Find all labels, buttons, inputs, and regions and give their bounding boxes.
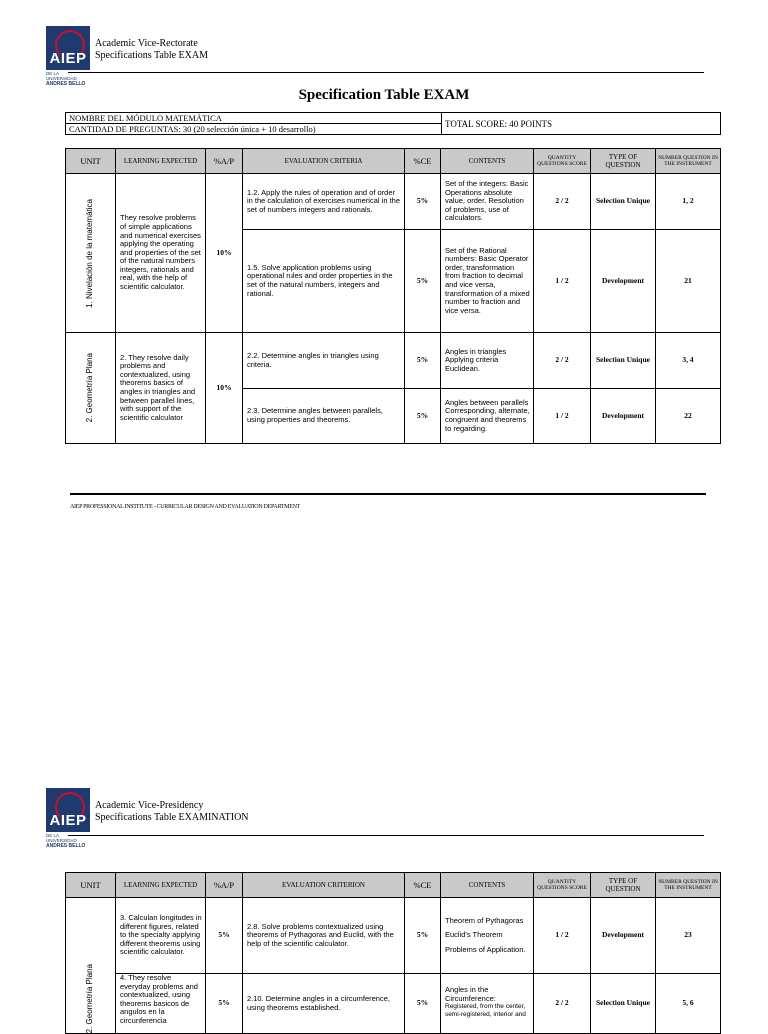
aiep-logo bbox=[46, 26, 90, 87]
criteria-cell: 2.8. Solve problems contextualized using theorems of Pythagoras and Euclid, with the help of the scientific calculator. bbox=[243, 898, 405, 974]
pct-ap-cell: 10% bbox=[206, 174, 243, 333]
module-info-table bbox=[65, 112, 721, 135]
learning-cell: 2. They resolve daily problems and contextualized, using theorems basics of angles in triangles and between parallel lines, with support of the scientific calculator bbox=[116, 333, 206, 444]
unit-cell bbox=[66, 333, 116, 444]
header-number: NUMBER QUESTION IN THE INSTRUMENT bbox=[656, 149, 721, 174]
logo-sub1: DE LA UNIVERSIDAD bbox=[46, 833, 77, 843]
pct-ce-cell: 5% bbox=[405, 974, 441, 1034]
pct-ce-cell: 5% bbox=[405, 389, 441, 444]
logo-wordmark: AIEP bbox=[49, 50, 87, 67]
page2-header-text bbox=[95, 800, 249, 824]
contents-text: Set of the integers: Basic Operations absolute value, order. Resolution of problems, use of calculators. bbox=[445, 179, 529, 223]
qty-cell: 1 / 2 bbox=[534, 230, 591, 333]
table-row bbox=[66, 333, 721, 389]
page1-header-text bbox=[95, 38, 208, 62]
contents-text: Angles in the Circumference: bbox=[445, 985, 496, 1003]
header-learning: LEARNING EXPECTED bbox=[116, 149, 206, 174]
header-unit: UNIT bbox=[66, 873, 116, 898]
criteria-cell: 1.2. Apply the rules of operation and of order in the calculation of exercises numerical in the set of numbers integers and rationals. bbox=[243, 174, 405, 230]
page1-title: Specification Table EXAM bbox=[298, 87, 470, 103]
learning-cell: 3. Calculan longitudes in different figures, related to the specialty applying different theorems using scientific calculator. bbox=[116, 898, 206, 974]
unit-cell bbox=[66, 898, 116, 1034]
unit-name: 2. Geometría Plana bbox=[85, 353, 95, 423]
contents-text: Theorem of Pythagoras bbox=[445, 915, 524, 925]
contents-cell bbox=[441, 898, 534, 974]
number-cell: 5, 6 bbox=[656, 974, 721, 1034]
criteria-cell: 1.5. Solve application problems using operational rules and order properties in the set of the natural numbers, integers and rational. bbox=[243, 230, 405, 333]
criteria-cell: 2.3. Determine angles between parallels, using properties and theorems. bbox=[243, 389, 405, 444]
page1-footer-rule bbox=[70, 493, 706, 495]
header-contents: CONTENTS bbox=[441, 873, 534, 898]
table-row bbox=[66, 174, 721, 230]
header-learning: LEARNING EXPECTED bbox=[116, 873, 206, 898]
aiep-logo bbox=[46, 788, 90, 849]
page2-header-line2: Specifications Table EXAMINATION bbox=[95, 812, 249, 823]
header-number: NUMBER QUESTION IN THE INSTRUMENT bbox=[656, 873, 721, 898]
contents-text: Angles between parallels Corresponding, alternate, congruent and theorems to regarding. bbox=[445, 397, 530, 433]
type-cell: Development bbox=[591, 230, 656, 333]
number-cell: 22 bbox=[656, 389, 721, 444]
contents-cell bbox=[441, 230, 534, 333]
aiep-logo-mark bbox=[46, 788, 90, 832]
header-criteria: EVALUATION CRITERIA bbox=[243, 149, 405, 174]
page2-header-line1: Academic Vice-Presidency bbox=[95, 800, 204, 811]
qty-cell: 2 / 2 bbox=[534, 174, 591, 230]
contents-text: Set of the Rational numbers: Basic Operator order, transformation from fraction to decimal and vice versa, transformation of a mixed number to fraction and vice versa. bbox=[445, 245, 530, 315]
header-qty: QUANTITY QUESTIONS SCORE bbox=[534, 873, 591, 898]
header-unit: UNIT bbox=[66, 149, 116, 174]
pct-ce-cell: 5% bbox=[405, 230, 441, 333]
header-pct-ce: %CE bbox=[405, 149, 441, 174]
spec-header-row bbox=[66, 873, 721, 898]
spec-table-page1 bbox=[65, 148, 721, 444]
criteria-cell: 2.10. Determine angles in a circumference, using theorems established. bbox=[243, 974, 405, 1034]
pct-ap-cell: 5% bbox=[206, 974, 243, 1034]
spec-header-row bbox=[66, 149, 721, 174]
page1-footer: AIEP PROFESSIONAL INSTITUTE - CURRICULAR DESIGN AND EVALUATION DEPARTMENT bbox=[70, 504, 300, 510]
unit-cell bbox=[66, 174, 116, 333]
total-score: TOTAL SCORE: 40 POINTS bbox=[442, 113, 721, 135]
learning-cell: 4. They resolve everyday problems and contextualized, using theorems basicos de angulos en la circunferencia bbox=[116, 974, 206, 1034]
logo-sub1: DE LA UNIVERSIDAD bbox=[46, 71, 77, 81]
number-cell: 21 bbox=[656, 230, 721, 333]
number-cell: 3, 4 bbox=[656, 333, 721, 389]
pct-ap-cell: 10% bbox=[206, 333, 243, 444]
header-pct-ce: %CE bbox=[405, 873, 441, 898]
table-row bbox=[66, 974, 721, 1034]
type-cell: Selection Unique bbox=[591, 974, 656, 1034]
page1-header-rule bbox=[68, 72, 704, 73]
spec-table-page2 bbox=[65, 872, 721, 1034]
logo-subtitle bbox=[46, 71, 90, 87]
qty-cell: 2 / 2 bbox=[534, 333, 591, 389]
contents-text: Problems of Application. bbox=[445, 944, 526, 954]
table-row bbox=[66, 898, 721, 974]
contents-text: Registered, from the center, semi-registered, interior and bbox=[445, 1003, 526, 1018]
contents-text: Euclid's Theorem bbox=[445, 930, 503, 940]
header-criteria: EVALUATION CRITERION bbox=[243, 873, 405, 898]
contents-cell bbox=[441, 389, 534, 444]
question-count: CANTIDAD DE PREGUNTAS: 30 (20 selección única + 10 desarrollo) bbox=[66, 124, 442, 135]
criteria-cell: 2.2. Determine angles in triangles using criteria. bbox=[243, 333, 405, 389]
unit-name: 1. Nivelación de la matemática bbox=[85, 198, 95, 308]
contents-text: Angles in triangles Applying criteria Euclidean. bbox=[445, 346, 507, 373]
type-cell: Development bbox=[591, 898, 656, 974]
qty-cell: 1 / 2 bbox=[534, 898, 591, 974]
aiep-logo-mark bbox=[46, 26, 90, 70]
page1-header-line2: Specifications Table EXAM bbox=[95, 50, 208, 61]
unit-name: 2. Geometría Plana bbox=[85, 963, 95, 1033]
pct-ap-cell: 5% bbox=[206, 898, 243, 974]
pct-ce-cell: 5% bbox=[405, 333, 441, 389]
header-contents: CONTENTS bbox=[441, 149, 534, 174]
type-cell: Development bbox=[591, 389, 656, 444]
page2-header-rule bbox=[68, 835, 704, 836]
qty-cell: 2 / 2 bbox=[534, 974, 591, 1034]
header-qty: QUANTITY QUESTIONS SCORE bbox=[534, 149, 591, 174]
pct-ce-cell: 5% bbox=[405, 898, 441, 974]
qty-cell: 1 / 2 bbox=[534, 389, 591, 444]
header-pct-ap: %A/P bbox=[206, 873, 243, 898]
header-type: TYPE OF QUESTION bbox=[591, 149, 656, 174]
contents-cell bbox=[441, 974, 534, 1034]
header-pct-ap: %A/P bbox=[206, 149, 243, 174]
number-cell: 23 bbox=[656, 898, 721, 974]
logo-sub2: ANDRES BELLO bbox=[46, 81, 86, 87]
type-cell: Selection Unique bbox=[591, 333, 656, 389]
logo-sub2: ANDRES BELLO bbox=[46, 843, 86, 849]
contents-cell bbox=[441, 174, 534, 230]
pct-ce-cell: 5% bbox=[405, 174, 441, 230]
learning-cell: They resolve problems of simple applications and numerical exercises applying the operating and properties of the set of the natural numbers integers, rationals and real, with the help of scientific calculator. bbox=[116, 174, 206, 333]
type-cell: Selection Unique bbox=[591, 174, 656, 230]
page1-header-line1: Academic Vice-Rectorate bbox=[95, 38, 198, 49]
number-cell: 1, 2 bbox=[656, 174, 721, 230]
module-name: NOMBRE DEL MÓDULO MATEMÁTICA bbox=[66, 113, 442, 124]
contents-cell bbox=[441, 333, 534, 389]
logo-wordmark: AIEP bbox=[49, 812, 87, 829]
header-type: TYPE OF QUESTION bbox=[591, 873, 656, 898]
